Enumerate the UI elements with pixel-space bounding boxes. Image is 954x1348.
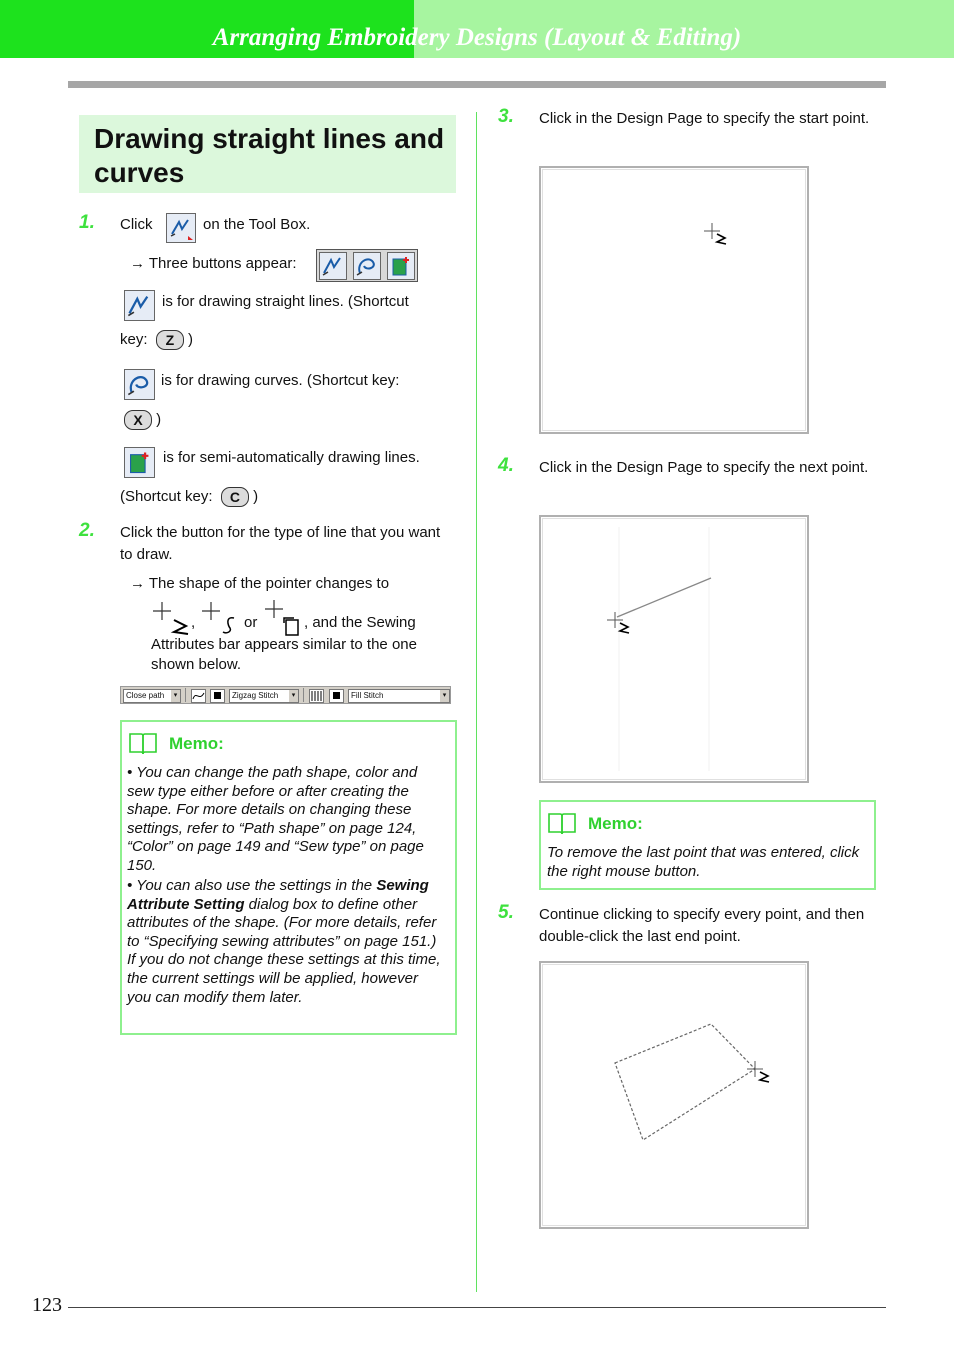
semi-key-line	[120, 486, 258, 508]
toolbar-divider	[303, 688, 304, 702]
region-sew-toggle-icon[interactable]	[309, 689, 324, 703]
region-color-button[interactable]	[329, 689, 344, 703]
design-page-step4[interactable]	[539, 515, 809, 783]
step4-text: Click in the Design Page to specify the next point.	[539, 459, 869, 476]
region-sew-type-select[interactable]	[348, 689, 450, 703]
toolbar-divider	[185, 688, 186, 702]
line-pointer-icon	[152, 600, 192, 636]
semi-desc: is for semi-automatically drawing lines.	[163, 449, 420, 466]
line-sew-toggle-icon[interactable]	[191, 689, 206, 703]
step1-suffix: on the Tool Box.	[203, 216, 311, 233]
path-shape-select[interactable]	[123, 689, 181, 703]
pointer-change-text: → The shape of the pointer changes to	[130, 575, 390, 592]
curve-pointer-icon	[200, 600, 240, 636]
step2-text: Click the button for the type of line that you want to draw.	[120, 524, 441, 563]
pointer-comma: ,	[191, 614, 196, 631]
close-paren: )	[156, 411, 162, 428]
shortcut-key-z: Z	[156, 330, 184, 350]
step-number-2: 2.	[79, 520, 95, 541]
region-sew-type-value: Fill Stitch	[351, 691, 384, 700]
header-rule	[68, 81, 886, 88]
straight-key-line	[120, 329, 193, 351]
sewing-line-3: shown below.	[151, 656, 242, 673]
step-number-4: 4.	[498, 455, 514, 476]
memo-book-icon	[547, 811, 579, 836]
straight-line-tool-icon-2[interactable]	[124, 290, 155, 321]
step-number-3: 3.	[498, 106, 514, 127]
straight-desc: is for drawing straight lines. (Shortcut	[162, 293, 409, 310]
path-shape-value: Close path	[126, 691, 165, 700]
line-color-button[interactable]	[210, 689, 225, 703]
memo2-text: To remove the last point that was entered, click the right mouse button.	[547, 844, 860, 880]
semi-auto-tool-icon-2[interactable]	[124, 447, 155, 478]
memo-label-2: Memo:	[588, 814, 643, 833]
close-paren: )	[253, 488, 259, 505]
straight-key-prefix: key:	[120, 331, 148, 348]
sewing-line-1: , and the Sewing	[304, 614, 416, 631]
step-number-1: 1.	[79, 212, 95, 233]
design-page-step5[interactable]	[539, 961, 809, 1229]
step3-text: Click in the Design Page to specify the start point.	[539, 110, 870, 127]
curve-tool-icon-2[interactable]	[124, 369, 155, 400]
chevron-down-icon: ▾	[171, 690, 180, 702]
page-number: 123	[32, 1294, 62, 1316]
semi-auto-tool-icon[interactable]	[387, 252, 415, 280]
column-divider	[476, 112, 477, 1292]
shortcut-key-c: C	[221, 487, 249, 507]
step-number-5: 5.	[498, 902, 514, 923]
line-sew-type-select[interactable]	[229, 689, 299, 703]
drawn-closed-path	[615, 1024, 755, 1140]
line-sew-type-value: Zigzag Stitch	[232, 691, 279, 700]
design-page-step3[interactable]	[539, 166, 809, 434]
memo1-bullet-2-after: dialog box to define other attributes of the shape. (For more details, refer to “Specifying sewing attributes” on page 151.) If you do not change these settings at this time, the current settings will be applied, however you can modify them later.	[127, 895, 441, 1006]
memo1-bullet-2-before: • You can also use the settings in the	[127, 877, 377, 894]
curve-desc: is for drawing curves. (Shortcut key:	[161, 372, 400, 389]
toolbox-line-tool-icon[interactable]	[166, 213, 196, 243]
pointer-or: or	[244, 614, 258, 631]
memo1-bullet-2-bold: Sewing Attribute Setting	[127, 877, 429, 913]
straight-line-tool-icon[interactable]	[319, 252, 347, 280]
chevron-down-icon: ▾	[440, 690, 449, 702]
memo-label-1: Memo:	[169, 734, 224, 753]
chevron-down-icon: ▾	[289, 690, 298, 702]
shortcut-key-x: X	[124, 410, 152, 430]
semi-pointer-icon	[264, 598, 304, 638]
step5-text: Continue clicking to specify every point, and then double-click the last end point.	[539, 906, 865, 945]
section-title: Drawing straight lines and curves	[94, 123, 445, 188]
curve-key-line	[124, 409, 161, 431]
line-pointer-icon	[620, 623, 629, 633]
memo1-bullet-1: • You can change the path shape, color and sew type either before or after creating the shape. For more details on changing these settings, refer to “Path shape” on page 124, “Color” on page 149 and “Sew type” on page 150.	[127, 764, 424, 874]
footer-rule	[68, 1307, 886, 1308]
line-pointer-icon	[541, 168, 807, 432]
drawn-line-segment	[617, 578, 711, 617]
three-buttons-text: → Three buttons appear:	[130, 255, 297, 272]
close-paren: )	[188, 331, 194, 348]
memo-book-icon	[128, 731, 160, 756]
sewing-attributes-bar	[120, 686, 451, 704]
three-buttons-group	[316, 249, 418, 282]
step1-prefix: Click	[120, 216, 153, 233]
sewing-line-2: Attributes bar appears similar to the one	[151, 636, 417, 653]
semi-key-prefix: (Shortcut key:	[120, 488, 213, 505]
line-pointer-icon	[760, 1072, 769, 1082]
header-title: Arranging Embroidery Designs (Layout & Editing)	[212, 24, 742, 51]
line-pointer-icon	[747, 1061, 763, 1077]
memo1-bullet-2	[127, 877, 442, 1007]
line-pointer-icon	[607, 612, 623, 628]
curve-tool-icon[interactable]	[353, 252, 381, 280]
